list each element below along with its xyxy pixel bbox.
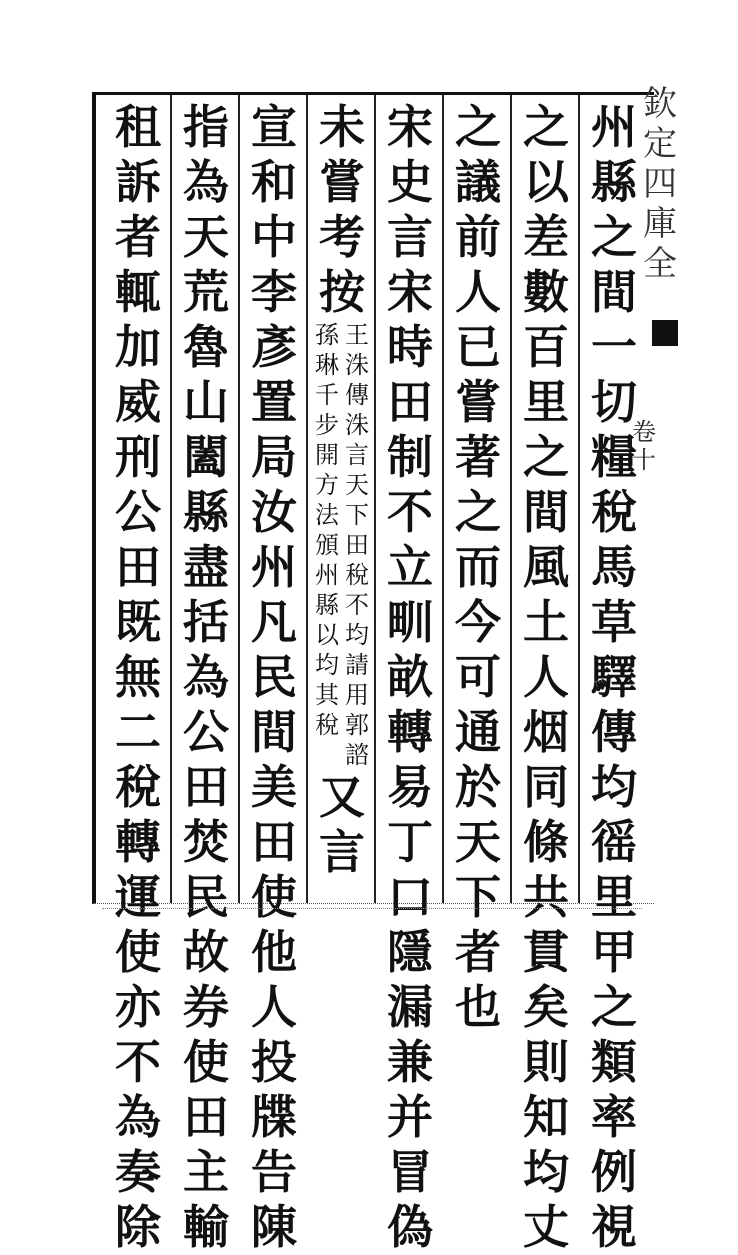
column-char: 州: [251, 540, 297, 594]
column-char: 李: [251, 265, 297, 319]
column-char: 嘗: [319, 155, 365, 209]
column-char: 糧: [591, 430, 637, 484]
column-char: 冒: [387, 1145, 433, 1199]
column-char: 宋: [387, 100, 433, 154]
column-char: 里: [523, 375, 569, 429]
column-char: 丈: [523, 1200, 569, 1254]
annotation-char: 頒: [315, 531, 339, 559]
column-char: 易: [387, 760, 433, 814]
column-char: 百: [523, 320, 569, 374]
column-char: 之: [455, 485, 501, 539]
annotation-char: 其: [315, 681, 339, 709]
column-char: 局: [251, 430, 297, 484]
column-char: 輸: [183, 1200, 229, 1254]
column-char: 魯: [183, 320, 229, 374]
column-char: 烟: [523, 705, 569, 759]
column-char: 和: [251, 155, 297, 209]
column-char: 亦: [115, 980, 161, 1034]
book-title: [640, 84, 680, 284]
column-char: 畝: [387, 650, 433, 704]
column-char: 陳: [251, 1200, 297, 1254]
column-char: 隱: [387, 925, 433, 979]
page-edge-dots: [102, 908, 642, 921]
column-char: 公: [115, 485, 161, 539]
column-char: 議: [455, 155, 501, 209]
column-char: 徭: [591, 815, 637, 869]
annotation-block: [315, 320, 369, 770]
column-char: 既: [115, 595, 161, 649]
column-char: 丁: [387, 815, 433, 869]
column-char: 視: [591, 1200, 637, 1254]
column-char: 立: [387, 540, 433, 594]
column-char: 知: [523, 1090, 569, 1144]
column-rule: [306, 95, 308, 903]
column-char: 奏: [115, 1145, 161, 1199]
column-char: 為: [115, 1090, 161, 1144]
column-char: 條: [523, 815, 569, 869]
column-char: 二: [115, 705, 161, 759]
column-char: 使: [183, 1035, 229, 1089]
column-char: 風: [523, 540, 569, 594]
annotation-char: 均: [315, 651, 339, 679]
column-char: 驛: [591, 650, 637, 704]
column-char: 中: [251, 210, 297, 264]
column-char: 又: [319, 770, 365, 824]
annotation-char: 不: [345, 591, 369, 619]
column-char: 山: [183, 375, 229, 429]
column-char: 民: [251, 650, 297, 704]
column-char: 甽: [387, 595, 433, 649]
column-char: 縣: [183, 485, 229, 539]
column-rule: [442, 95, 444, 903]
title-char: 欽: [643, 84, 677, 124]
column-char: 田: [115, 540, 161, 594]
column-char: 轉: [387, 705, 433, 759]
annotation-char: 請: [345, 651, 369, 679]
column-char: 傳: [591, 705, 637, 759]
column-char: 彥: [251, 320, 297, 374]
column-char: 為: [183, 155, 229, 209]
column-char: 宣: [251, 100, 297, 154]
column-char: 一: [591, 320, 637, 374]
volume-label: [632, 418, 656, 474]
column-char: 同: [523, 760, 569, 814]
column-char: 偽: [387, 1200, 433, 1254]
column-char: 加: [115, 320, 161, 374]
column-char: 者: [115, 210, 161, 264]
annotation-char: 用: [345, 681, 369, 709]
column-char: 刑: [115, 430, 161, 484]
column-char: 貫: [523, 925, 569, 979]
column-rule: [578, 95, 580, 903]
text-column-8: [110, 100, 166, 1255]
column-char: 均: [523, 1145, 569, 1199]
column-char: 今: [455, 595, 501, 649]
column-char: 并: [387, 1090, 433, 1144]
annotation-char: 稅: [345, 561, 369, 589]
column-char: 里: [591, 870, 637, 924]
column-char: 時: [387, 320, 433, 374]
column-char: 已: [455, 320, 501, 374]
column-char: 不: [387, 485, 433, 539]
column-char: 故: [183, 925, 229, 979]
annotation-char: 言: [345, 441, 369, 469]
column-char: 為: [183, 650, 229, 704]
column-char: 券: [183, 980, 229, 1034]
column-char: 牒: [251, 1090, 297, 1144]
column-char: 括: [183, 595, 229, 649]
column-char: 均: [591, 760, 637, 814]
text-column-2: [518, 100, 574, 1255]
column-char: 盡: [183, 540, 229, 594]
column-char: 威: [115, 375, 161, 429]
column-rule: [238, 95, 240, 903]
text-column-5: [314, 100, 370, 880]
annotation-char: 均: [345, 621, 369, 649]
annotation-char: 下: [345, 501, 369, 529]
text-column-4: [382, 100, 438, 1255]
column-char: 也: [455, 980, 501, 1034]
column-char: 草: [591, 595, 637, 649]
column-char: 未: [319, 100, 365, 154]
column-char: 州: [591, 100, 637, 154]
column-char: 著: [455, 430, 501, 484]
column-char: 公: [183, 705, 229, 759]
column-char: 則: [523, 1035, 569, 1089]
column-char: 之: [591, 980, 637, 1034]
annotation-char: 天: [345, 471, 369, 499]
margin-block-mark: [652, 320, 678, 346]
annotation-char: 琳: [315, 351, 339, 379]
column-char: 而: [455, 540, 501, 594]
column-char: 數: [523, 265, 569, 319]
column-char: 投: [251, 1035, 297, 1089]
column-char: 之: [455, 100, 501, 154]
column-char: 指: [183, 100, 229, 154]
column-char: 田: [387, 375, 433, 429]
column-char: 言: [387, 210, 433, 264]
column-char: 嘗: [455, 375, 501, 429]
column-char: 他: [251, 925, 297, 979]
column-char: 租: [115, 100, 161, 154]
column-char: 下: [455, 870, 501, 924]
column-char: 無: [115, 650, 161, 704]
annotation-column-right: [345, 320, 369, 770]
column-char: 率: [591, 1090, 637, 1144]
column-char: 使: [251, 870, 297, 924]
column-char: 矣: [523, 980, 569, 1034]
annotation-char: 開: [315, 441, 339, 469]
annotation-char: 洙: [345, 351, 369, 379]
annotation-char: 傳: [345, 381, 369, 409]
annotation-char: 州: [315, 561, 339, 589]
column-char: 間: [251, 705, 297, 759]
volume-char: 卷: [632, 418, 656, 446]
column-char: 之: [591, 210, 637, 264]
column-char: 於: [455, 760, 501, 814]
column-char: 史: [387, 155, 433, 209]
annotation-column-left: [315, 320, 339, 770]
annotation-char: 法: [315, 501, 339, 529]
column-rule: [170, 95, 172, 903]
column-char: 轉: [115, 815, 161, 869]
column-char: 考: [319, 210, 365, 264]
column-char: 置: [251, 375, 297, 429]
column-char: 天: [183, 210, 229, 264]
column-char: 不: [115, 1035, 161, 1089]
column-char: 民: [183, 870, 229, 924]
column-char: 汝: [251, 485, 297, 539]
column-char: 間: [591, 265, 637, 319]
column-char: 間: [523, 485, 569, 539]
column-char: 馬: [591, 540, 637, 594]
column-char: 田: [183, 760, 229, 814]
annotation-char: 以: [315, 621, 339, 649]
column-char: 運: [115, 870, 161, 924]
column-char: 使: [115, 925, 161, 979]
title-char: 全: [643, 244, 677, 284]
column-char: 凡: [251, 595, 297, 649]
annotation-char: 步: [315, 411, 339, 439]
column-char: 天: [455, 815, 501, 869]
column-char: 前: [455, 210, 501, 264]
title-char: 庫: [643, 204, 677, 244]
column-char: 訴: [115, 155, 161, 209]
annotation-char: 王: [345, 321, 369, 349]
column-char: 切: [591, 375, 637, 429]
column-char: 漏: [387, 980, 433, 1034]
column-char: 田: [251, 815, 297, 869]
column-char: 者: [455, 925, 501, 979]
column-char: 可: [455, 650, 501, 704]
column-char: 制: [387, 430, 433, 484]
text-column-1: [586, 100, 642, 1255]
column-char: 以: [523, 155, 569, 209]
column-char: 按: [319, 265, 365, 319]
column-char: 共: [523, 870, 569, 924]
column-char: 通: [455, 705, 501, 759]
column-char: 之: [523, 100, 569, 154]
column-char: 例: [591, 1145, 637, 1199]
column-char: 人: [523, 650, 569, 704]
column-rule: [374, 95, 376, 903]
column-char: 類: [591, 1035, 637, 1089]
column-char: 主: [183, 1145, 229, 1199]
column-char: 甲: [591, 925, 637, 979]
column-char: 宋: [387, 265, 433, 319]
title-char: 四: [643, 164, 677, 204]
annotation-char: 千: [315, 381, 339, 409]
annotation-char: 方: [315, 471, 339, 499]
volume-char: 十: [632, 446, 656, 474]
annotation-char: 諮: [345, 741, 369, 769]
text-column-6: [246, 100, 302, 1255]
column-char: 人: [251, 980, 297, 1034]
column-char: 兼: [387, 1035, 433, 1089]
column-char: 稅: [591, 485, 637, 539]
column-char: 人: [455, 265, 501, 319]
column-char: 之: [523, 430, 569, 484]
column-char: 輒: [115, 265, 161, 319]
title-char: 定: [643, 124, 677, 164]
column-char: 土: [523, 595, 569, 649]
column-char: 焚: [183, 815, 229, 869]
column-char: 除: [115, 1200, 161, 1254]
annotation-char: 田: [345, 531, 369, 559]
column-char: 言: [319, 825, 365, 879]
column-char: 田: [183, 1090, 229, 1144]
column-char: 闔: [183, 430, 229, 484]
column-rule: [510, 95, 512, 903]
column-char: 口: [387, 870, 433, 924]
annotation-char: 稅: [315, 711, 339, 739]
column-char: 稅: [115, 760, 161, 814]
column-char: 縣: [591, 155, 637, 209]
text-column-7: [178, 100, 234, 1255]
column-char: 差: [523, 210, 569, 264]
column-char: 荒: [183, 265, 229, 319]
annotation-char: 縣: [315, 591, 339, 619]
column-char: 美: [251, 760, 297, 814]
annotation-char: 孫: [315, 321, 339, 349]
column-char: 告: [251, 1145, 297, 1199]
text-column-3: [450, 100, 506, 1035]
annotation-char: 郭: [345, 711, 369, 739]
annotation-char: 洙: [345, 411, 369, 439]
